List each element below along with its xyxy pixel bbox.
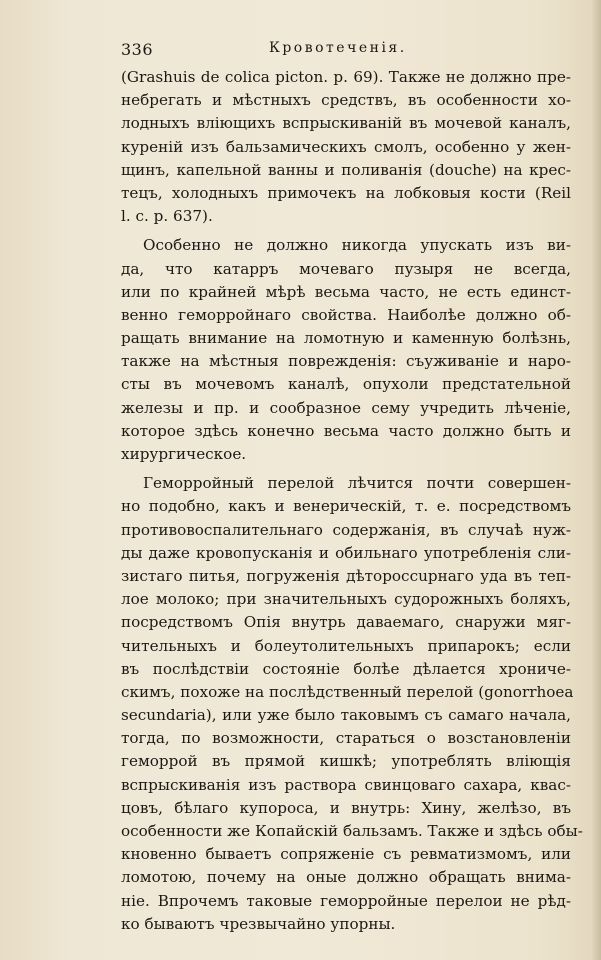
text-line: ращать внимание на ломотную и каменную болѣзнь, [121, 329, 571, 348]
text-line: небрегать и мѣстныхъ средствъ, въ особенности хо- [121, 91, 571, 110]
text-line: железы и пр. и сообразное сему учредить лѣченіе, [121, 398, 571, 417]
text-line: которое здѣсь конечно весьма часто должно быть и [121, 421, 571, 440]
text-line: или по крайней мѣрѣ весьма часто, не есть единст- [121, 282, 571, 301]
paragraph-1 [121, 66, 571, 228]
text-line: зистаго питья, погруженія дѣторoccupнаго уда въ теп- [121, 566, 571, 585]
text-line: сты въ мочевомъ каналѣ, опухоли предстательной [121, 375, 571, 394]
text-line: secundaria), или уже было таковымъ съ самаго начала, [121, 706, 571, 725]
text-line: вспрыскиванія изъ раствора свинцоваго сахара, квас- [121, 775, 571, 794]
text-line: кновенно бываетъ сопряженіе съ ревматизмомъ, или [121, 845, 571, 864]
text-line: посредствомъ Опія внутрь даваемаго, снаружи мяг- [121, 613, 571, 632]
body-text [121, 66, 583, 936]
text-line: ды даже кровопусканія и обильнаго употребленія сли- [121, 543, 571, 562]
text-line: также на мѣстныя поврежденія: съуживаніе и наро- [121, 352, 571, 371]
text-line: лое молоко; при значительныхъ судорожныхъ боляхъ, [121, 590, 571, 609]
text-line: тецъ, холодныхъ примочекъ на лобковыя кости (Reil [121, 183, 571, 202]
text-line: l. c. p. 637). [121, 207, 213, 226]
page-number: 336 [121, 40, 154, 59]
page-edge-shadow [591, 0, 601, 960]
paragraph-3 [121, 472, 583, 936]
text-line: ломотою, почему на оные должно обращать внима- [121, 868, 571, 887]
text-line: скимъ, похоже на послѣдственный перелой (gonorrhoea [121, 682, 574, 701]
text-line: чительныхъ и болеутолительныхъ припарокъ; если [121, 636, 571, 655]
text-line: Геморройный перелой лѣчится почти совершен- [143, 474, 571, 493]
text-line: лодныхъ вліющихъ вспрыскиваній въ мочевой каналъ, [121, 114, 571, 133]
text-line: цовъ, бѣлаго купороса, и внутрь: Хину, желѣзо, въ [121, 798, 571, 817]
text-line: особенности же Копайскій бальзамъ. Также и здѣсь обы- [121, 822, 583, 840]
text-line: противовоспалительнаго содержанія, въ случаѣ нуж- [121, 520, 571, 539]
text-line: Особенно не должно никогда упускать изъ ви- [143, 236, 571, 255]
text-line: ніе. Впрочемъ таковые геморройные перелои не рѣд- [121, 891, 571, 910]
running-head [121, 40, 421, 62]
text-line: венно геморройнаго свойства. Наиболѣе должно об- [121, 305, 571, 324]
text-line: да, что катарръ мочеваго пузыря не всегда, [121, 259, 571, 278]
text-line: ко бываютъ чрезвычайно упорны. [121, 914, 396, 933]
text-line: но подобно, какъ и венерическій, т. е. посредствомъ [121, 497, 571, 516]
text-line: въ послѣдствіи состояніе болѣе дѣлается хрониче- [121, 659, 571, 678]
text-line: куреній изъ бальзамическихъ смолъ, особенно у жен- [121, 137, 571, 156]
text-line: щинъ, капельной ванны и поливанія (douche) на крес- [121, 160, 571, 179]
text-line: (Grashuis de colica picton. p. 69). Также не должно пре- [121, 68, 571, 86]
paragraph-2 [121, 234, 571, 466]
text-line: хирургическое. [121, 445, 247, 463]
text-line: тогда, по возможности, стараться о возстановленіи [121, 729, 571, 748]
text-line: геморрой въ прямой кишкѣ; употреблять вліющія [121, 752, 571, 771]
running-title: Кровотеченія. [269, 40, 407, 56]
